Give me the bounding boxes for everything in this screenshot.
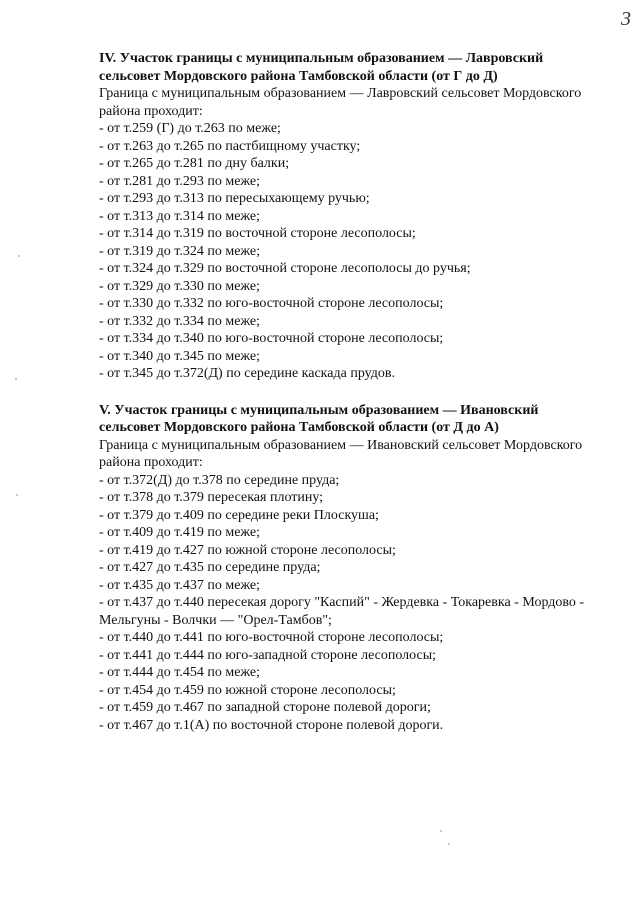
boundary-segment-item: - от т.437 до т.440 пересекая дорогу "Каспий" - Жердевка - Токаревка - Мордово - Мельгуны - Волчки — "Орел-Тамбов";	[99, 595, 585, 628]
boundary-segment-item: - от т.319 до т.324 по меже;	[99, 243, 261, 259]
boundary-segment-item: - от т.340 до т.345 по меже;	[99, 348, 261, 364]
scan-speck	[18, 255, 20, 257]
boundary-segment-item: - от т.324 до т.329 по восточной стороне лесополосы до ручья;	[99, 261, 471, 276]
boundary-segment-item: - от т.329 до т.330 по меже;	[99, 278, 261, 294]
scan-speck	[16, 494, 18, 496]
boundary-segment-item: - от т.314 до т.319 по восточной стороне лесополосы;	[99, 226, 416, 241]
boundary-segment-item: - от т.427 до т.435 по середине пруда;	[99, 560, 321, 575]
boundary-segment-item: - от т.459 до т.467 по западной стороне полевой дороги;	[99, 700, 431, 715]
boundary-segment-list	[99, 472, 599, 735]
scan-speck	[448, 843, 450, 845]
boundary-segment-item: - от т.409 до т.419 по меже;	[99, 525, 261, 540]
boundary-segment-item: - от т.330 до т.332 по юго-восточной стороне лесополосы;	[99, 296, 444, 311]
boundary-segment-item: - от т.265 до т.281 по дну балки;	[99, 156, 290, 171]
boundary-segment-item: - от т.440 до т.441 по юго-восточной стороне лесополосы;	[99, 630, 444, 645]
boundary-section	[99, 50, 599, 383]
boundary-segment-item: - от т.372(Д) до т.378 по середине пруда;	[99, 472, 340, 488]
boundary-segment-item: - от т.444 до т.454 по меже;	[99, 665, 261, 680]
boundary-segment-item: - от т.379 до т.409 по середине реки Плоскуша;	[99, 507, 379, 523]
boundary-segment-item: - от т.454 до т.459 по южной стороне лесополосы;	[99, 682, 396, 698]
section-heading: V. Участок границы с муниципальным образованием — Ивановский сельсовет Мордовского района Тамбовской области (от Д до А)	[99, 402, 539, 435]
section-intro: Граница с муниципальным образованием — Лавровский сельсовет Мордовского района проходит:	[99, 86, 582, 119]
boundary-segment-list	[99, 120, 599, 383]
scan-speck	[15, 378, 17, 380]
boundary-segment-item: - от т.435 до т.437 по меже;	[99, 577, 261, 593]
page-number: 3	[621, 8, 631, 30]
section-heading: IV. Участок границы с муниципальным образованием — Лавровский сельсовет Мордовского района Тамбовской области (от Г до Д)	[99, 51, 544, 84]
boundary-segment-item: - от т.334 до т.340 по юго-восточной стороне лесополосы;	[99, 331, 444, 346]
boundary-section	[99, 402, 599, 735]
boundary-segment-item: - от т.345 до т.372(Д) по середине каскада прудов.	[99, 366, 395, 381]
boundary-segment-item: - от т.313 до т.314 по меже;	[99, 208, 261, 224]
boundary-segment-item: - от т.281 до т.293 по меже;	[99, 173, 261, 189]
boundary-segment-item: - от т.332 до т.334 по меже;	[99, 313, 261, 329]
boundary-segment-item: - от т.378 до т.379 пересекая плотину;	[99, 490, 324, 505]
boundary-segment-item: - от т.263 до т.265 по пастбищному участку;	[99, 138, 361, 154]
boundary-segment-item: - от т.419 до т.427 по южной стороне лесополосы;	[99, 542, 396, 558]
section-intro: Граница с муниципальным образованием — Ивановский сельсовет Мордовского района проходит:	[99, 437, 583, 470]
document-body	[99, 50, 599, 734]
boundary-segment-item: - от т.441 до т.444 по юго-западной стороне лесополосы;	[99, 647, 436, 663]
scan-speck	[440, 830, 442, 832]
boundary-segment-item: - от т.259 (Г) до т.263 по меже;	[99, 121, 281, 136]
boundary-segment-item: - от т.293 до т.313 по пересыхающему ручью;	[99, 191, 370, 206]
boundary-segment-item: - от т.467 до т.1(А) по восточной стороне полевой дороги.	[99, 717, 444, 733]
